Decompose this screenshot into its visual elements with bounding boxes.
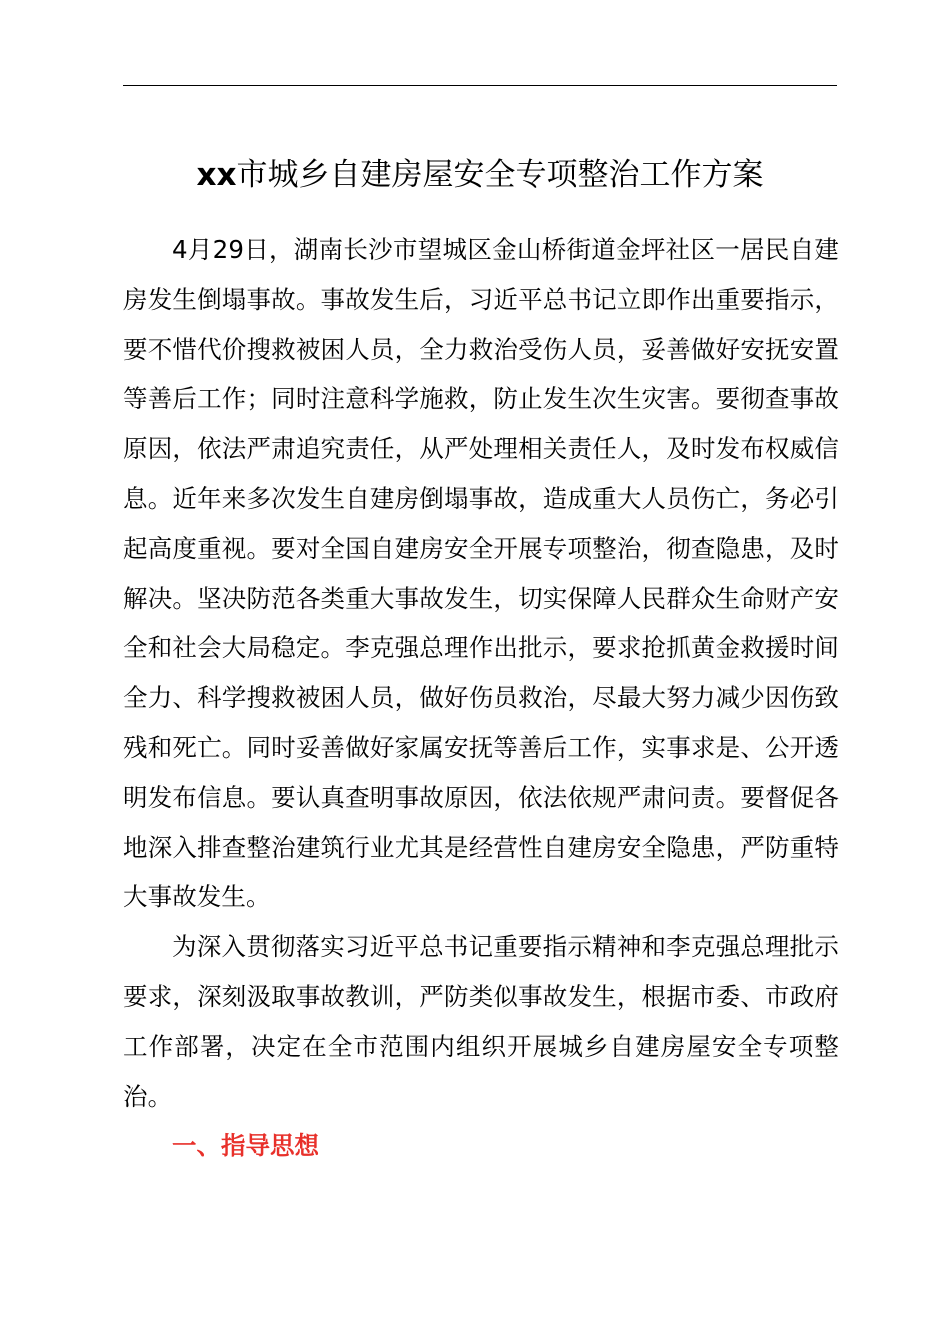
document-title-prefix: xx (196, 157, 237, 193)
document-title (100, 150, 860, 200)
section-heading-guiding-ideology: 一、指导思想 (172, 1131, 319, 1161)
document-title-main: 市城乡自建房屋安全专项整治工作方案 (236, 157, 764, 193)
paragraph-incident: 4月29日，湖南长沙市望城区金山桥街道金坪社区一居民自建房发生倒塌事故。事故发生后，习近平总书记立即作出重要指示，要不惜代价搜救被困人员，全力救治受伤人员，妥善做好安抚安置等善后工作；同时注意科学施救，防止发生次生灾害。要彻查事故原因，依法严肃追究责任，从严处理相关责任人，及时发布权威信息。近年来多次发生自建房倒塌事故，造成重大人员伤亡，务必引起高度重视。要对全国自建房安全开展专项整治，彻查隐患，及时解决。坚决防范各类重大事故发生，切实保障人民群众生命财产安全和社会大局稳定。李克强总理作出批示，要求抢抓黄金救援时间全力、科学搜救被困人员，做好伤员救治，尽最大努力减少因伤致残和死亡。同时妥善做好家属安抚等善后工作，实事求是、公开透明发布信息。要认真查明事故原因，依法依规严肃问责。要督促各地深入排查整治建筑行业尤其是经营性自建房安全隐患，严防重特大事故发生。 (123, 235, 839, 912)
header-rule (123, 85, 837, 86)
document-body (123, 225, 839, 1171)
paragraph-decision: 为深入贯彻落实习近平总书记重要指示精神和李克强总理批示要求，深刻汲取事故教训，严防类似事故发生，根据市委、市政府工作部署，决定在全市范围内组织开展城乡自建房屋安全专项整治。 (123, 932, 839, 1111)
